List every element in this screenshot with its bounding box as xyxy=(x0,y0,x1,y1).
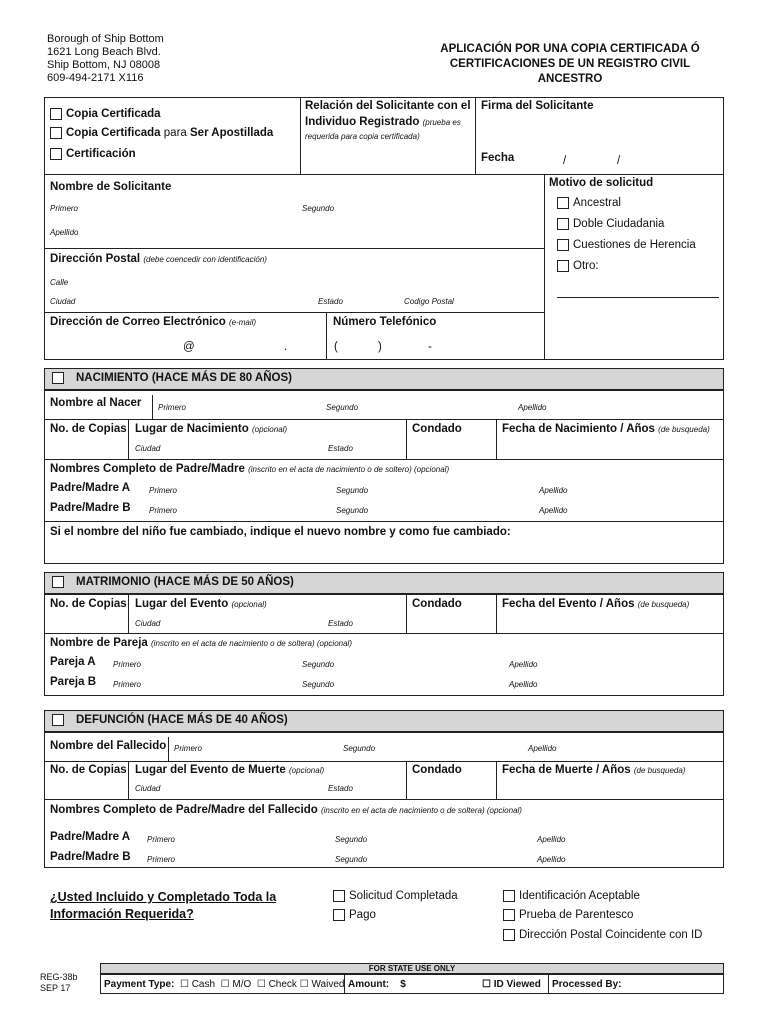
checkbox[interactable] xyxy=(52,714,64,726)
parents-label-text: Nombres Completo de Padre/Madre del Fallecido xyxy=(50,804,318,816)
date-label-text: Fecha de Muerte / Años xyxy=(502,764,631,776)
death-state-field[interactable]: Estado xyxy=(328,784,353,793)
id-viewed-checkbox[interactable]: ☐ ID Viewed xyxy=(482,979,541,990)
divider xyxy=(548,974,549,994)
checklist-item-address-match[interactable] xyxy=(503,929,702,941)
relation-label-line2 xyxy=(305,116,461,128)
divider xyxy=(406,594,407,633)
divider xyxy=(406,761,407,799)
checkbox[interactable] xyxy=(52,576,64,588)
death-date-label xyxy=(502,764,685,776)
marriage-partner-a-middle[interactable]: Segundo xyxy=(302,660,335,669)
address-line: Ship Bottom, NJ 08008 xyxy=(47,59,161,71)
death-parent-b-first[interactable]: Primero xyxy=(147,855,176,864)
death-county-label: Condado xyxy=(412,764,462,776)
option-label: M/O xyxy=(232,979,252,990)
option-label-apostille: Ser Apostillada xyxy=(190,127,274,140)
death-parent-a-middle[interactable]: Segundo xyxy=(335,835,368,844)
relation-label: Relación del Solicitante con el xyxy=(305,100,471,112)
marriage-partner-a-label: Pareja A xyxy=(50,656,96,668)
form-date-text: SEP 17 xyxy=(40,983,71,993)
option-label-connector: para xyxy=(160,127,190,140)
id-viewed-label: ID Viewed xyxy=(493,979,541,990)
date-label-text: Fecha del Evento / Años xyxy=(502,598,635,610)
option-label: Otro: xyxy=(573,260,599,273)
checkbox[interactable] xyxy=(503,929,515,941)
death-parent-b-label: Padre/Madre B xyxy=(50,851,131,863)
optional-note: (opcional) xyxy=(251,425,288,434)
section-title-text: NACIMIENTO (HACE MÁS DE 80 AÑOS) xyxy=(76,372,292,385)
birth-parent-a-label: Padre/Madre A xyxy=(50,482,131,494)
death-parent-a-first[interactable]: Primero xyxy=(147,835,176,844)
state-use-label: FOR STATE USE ONLY xyxy=(368,964,456,973)
option-label: Prueba de Parentesco xyxy=(519,909,634,922)
divider xyxy=(44,459,724,460)
parents-note: (inscrito en el acta de nacimiento o de soltero) (opcional) xyxy=(248,465,450,474)
divider xyxy=(44,419,724,420)
death-parents-label xyxy=(50,804,522,816)
death-section xyxy=(44,732,724,868)
checkbox[interactable] xyxy=(503,909,515,921)
option-label: Copia Certificada xyxy=(66,108,161,121)
zip-field[interactable]: Codigo Postal xyxy=(404,297,454,306)
parents-label-text: Nombres Completo de Padre/Madre xyxy=(50,463,245,475)
option-label: Solicitud Completada xyxy=(349,890,458,903)
reason-option-other[interactable] xyxy=(557,260,599,272)
section-title-text: MATRIMONIO (HACE MÁS DE 50 AÑOS) xyxy=(76,576,294,589)
amount-label: Amount: xyxy=(348,979,390,990)
checklist-question-line1: ¿Usted Incluido y Completado Toda la xyxy=(50,890,277,904)
pay-option-cash[interactable]: ☐ Cash xyxy=(177,979,216,990)
birth-parent-a-first[interactable]: Primero xyxy=(149,486,178,495)
checkbox[interactable] xyxy=(50,108,62,120)
option-label: Doble Ciudadania xyxy=(573,218,665,231)
amount-field[interactable] xyxy=(348,979,406,990)
divider xyxy=(44,312,544,313)
payment-type-label: Payment Type: xyxy=(104,979,175,990)
divider xyxy=(44,174,724,175)
address-line: Borough of Ship Bottom xyxy=(47,33,164,45)
reason-option-ancestral[interactable] xyxy=(557,197,621,209)
checkbox[interactable] xyxy=(503,890,515,902)
last-name-field[interactable]: Apellido xyxy=(50,228,79,237)
marriage-section-title[interactable] xyxy=(52,576,294,588)
dollar-sign: $ xyxy=(400,979,406,990)
reason-label: Motivo de solicitud xyxy=(549,177,654,189)
marriage-partner-b-middle[interactable]: Segundo xyxy=(302,680,335,689)
marriage-partner-b-label: Pareja B xyxy=(50,676,97,688)
option-label: Waived xyxy=(311,979,345,990)
checklist-question xyxy=(50,890,276,921)
birth-copies-label: No. de Copias xyxy=(50,423,127,435)
divider xyxy=(152,395,153,419)
birth-county-label: Condado xyxy=(412,423,462,435)
relation-note-line2: requerida para copia certificada) xyxy=(305,132,420,141)
option-label: Cash xyxy=(191,979,216,990)
death-first-field[interactable]: Primero xyxy=(174,744,203,753)
date-label: Fecha xyxy=(481,152,515,164)
relation-label-text: Individuo Registrado xyxy=(305,116,420,128)
option-label: Ancestral xyxy=(573,197,621,210)
death-parent-a-last[interactable]: Apellido xyxy=(537,835,566,844)
birth-parent-b-label: Padre/Madre B xyxy=(50,502,131,514)
divider xyxy=(496,761,497,799)
form-code xyxy=(40,972,78,994)
death-middle-field[interactable]: Segundo xyxy=(343,744,376,753)
divider xyxy=(326,312,327,360)
marriage-partner-a-first[interactable]: Primero xyxy=(113,660,142,669)
death-copies-label: No. de Copias xyxy=(50,764,127,776)
divider xyxy=(44,633,724,634)
divider xyxy=(128,761,129,799)
postal-address-note: (debe coencedir con identificación) xyxy=(143,255,267,264)
date-note: (de busqueda) xyxy=(637,600,690,609)
date-note: (de busqueda) xyxy=(658,425,710,434)
form-title-line1: APLICACIÓN POR UNA COPIA CERTIFICADA Ó xyxy=(440,43,700,55)
marriage-partner-b-last[interactable]: Apellido xyxy=(509,680,538,689)
birth-parent-b-last[interactable]: Apellido xyxy=(539,506,568,515)
divider xyxy=(300,97,301,174)
option-label: Check xyxy=(268,979,297,990)
address-line: 609-494-2171 X116 xyxy=(47,72,144,84)
divider xyxy=(128,594,129,633)
marriage-county-label: Condado xyxy=(412,598,462,610)
marriage-partner-label xyxy=(50,637,352,649)
copy-type-option-certification[interactable] xyxy=(50,148,136,160)
birth-middle-field[interactable]: Segundo xyxy=(326,403,359,412)
birth-date-label xyxy=(502,423,710,435)
checkbox[interactable] xyxy=(50,127,62,139)
checkbox[interactable] xyxy=(50,148,62,160)
place-label-text: Lugar del Evento xyxy=(135,598,229,610)
checkbox[interactable] xyxy=(557,218,569,230)
date-separator: / xyxy=(563,155,567,167)
death-section-title[interactable] xyxy=(52,714,288,726)
marriage-place-label xyxy=(135,598,267,610)
option-label: Certificación xyxy=(66,148,136,161)
street-field[interactable]: Calle xyxy=(50,278,69,287)
divider xyxy=(44,521,724,522)
birth-parent-b-middle[interactable]: Segundo xyxy=(336,506,369,515)
marriage-partner-a-last[interactable]: Apellido xyxy=(509,660,538,669)
address-line: 1621 Long Beach Blvd. xyxy=(47,46,161,58)
death-city-field[interactable]: Ciudad xyxy=(135,784,161,793)
form-code-text: REG-38b xyxy=(40,972,78,982)
birth-parent-a-middle[interactable]: Segundo xyxy=(336,486,369,495)
birth-state-field[interactable]: Estado xyxy=(328,444,353,453)
payment-type xyxy=(104,979,344,990)
death-parent-a-label: Padre/Madre A xyxy=(50,831,131,843)
checklist-question-line2: Información Requerida? xyxy=(50,907,194,921)
partner-label-text: Nombre de Pareja xyxy=(50,637,148,649)
optional-note: (opcional) xyxy=(289,766,325,775)
death-last-field[interactable]: Apellido xyxy=(528,744,557,753)
marriage-partner-b-first[interactable]: Primero xyxy=(113,680,142,689)
marriage-city-field[interactable]: Ciudad xyxy=(135,619,161,628)
divider xyxy=(496,419,497,459)
birth-place-label xyxy=(135,423,287,435)
relation-note: (prueba es xyxy=(422,118,461,127)
birth-name-label: Nombre al Nacer xyxy=(50,397,142,409)
form-title-line2: CERTIFICACIONES DE UN REGISTRO CIVIL ANCESTRO xyxy=(449,58,691,85)
option-label: Copia Certificada xyxy=(66,127,161,140)
parents-note: (inscrito en el acta de nacimiento o de soltera) (opcional) xyxy=(320,806,522,815)
pay-option-check[interactable]: ☐ Check xyxy=(254,979,297,990)
option-label: Dirección Postal Coincidente con ID xyxy=(519,929,703,942)
divider xyxy=(496,594,497,633)
phone-dash: - xyxy=(428,341,432,353)
date-note: (de busqueda) xyxy=(633,766,686,775)
middle-name-field[interactable]: Segundo xyxy=(302,204,335,213)
date-label-text: Fecha de Nacimiento / Años xyxy=(502,423,655,435)
section-title-text: DEFUNCIÓN (HACE MÁS DE 40 AÑOS) xyxy=(76,714,288,727)
applicant-name-label: Nombre de Solicitante xyxy=(50,181,172,193)
divider xyxy=(544,174,545,360)
checklist-item-kinship[interactable] xyxy=(503,909,633,921)
email-dot: . xyxy=(284,341,288,353)
checkbox[interactable] xyxy=(333,890,345,902)
form-title xyxy=(420,42,720,87)
birth-section-title[interactable] xyxy=(52,372,292,384)
marriage-copies-label: No. de Copias xyxy=(50,598,127,610)
checkbox[interactable] xyxy=(52,372,64,384)
reason-option-dual-citizenship[interactable] xyxy=(557,218,664,230)
option-label: Cuestiones de Herencia xyxy=(573,239,696,252)
divider xyxy=(168,737,169,761)
email-label-text: Dirección de Correo Electrónico xyxy=(50,316,226,328)
checkbox[interactable] xyxy=(557,239,569,251)
reason-option-inheritance[interactable] xyxy=(557,239,696,251)
option-label: Identificación Aceptable xyxy=(519,890,640,903)
divider xyxy=(44,799,724,800)
death-name-label: Nombre del Fallecido xyxy=(50,740,167,752)
phone-open-paren: ( xyxy=(334,341,338,353)
divider xyxy=(475,97,476,174)
city-field[interactable]: Ciudad xyxy=(50,297,76,306)
death-parent-b-last[interactable]: Apellido xyxy=(537,855,566,864)
marriage-date-label xyxy=(502,598,689,610)
checkbox[interactable] xyxy=(557,197,569,209)
postal-address-label xyxy=(50,253,267,265)
birth-parents-label xyxy=(50,463,449,475)
copy-type-option-certified[interactable] xyxy=(50,108,161,120)
phone-close-paren: ) xyxy=(378,341,382,353)
option-label: Pago xyxy=(349,909,376,922)
checklist-item-application[interactable] xyxy=(333,890,458,902)
phone-label: Número Telefónico xyxy=(333,316,437,328)
birth-first-field[interactable]: Primero xyxy=(158,403,187,412)
pay-option-mo[interactable]: ☐ M/O xyxy=(217,979,252,990)
divider xyxy=(128,419,129,459)
checklist-item-id[interactable] xyxy=(503,890,640,902)
reason-other-line[interactable] xyxy=(557,297,719,298)
signature-label: Firma del Solicitante xyxy=(481,100,594,112)
birth-last-field[interactable]: Apellido xyxy=(518,403,547,412)
copy-type-option-apostille[interactable] xyxy=(50,127,273,139)
checkbox[interactable] xyxy=(557,260,569,272)
birth-parent-b-first[interactable]: Primero xyxy=(149,506,178,515)
date-separator: / xyxy=(617,155,621,167)
death-place-label xyxy=(135,764,324,776)
place-label-text: Lugar de Nacimiento xyxy=(135,423,249,435)
death-parent-b-middle[interactable]: Segundo xyxy=(335,855,368,864)
first-name-field[interactable]: Primero xyxy=(50,204,79,213)
email-note: (e-mail) xyxy=(228,318,257,327)
email-label xyxy=(50,316,256,328)
birth-parent-a-last[interactable]: Apellido xyxy=(539,486,568,495)
birth-name-change-label: Si el nombre del niño fue cambiado, indique el nuevo nombre y como fue cambiado: xyxy=(50,526,511,538)
marriage-state-field[interactable]: Estado xyxy=(328,619,353,628)
postal-address-text: Dirección Postal xyxy=(50,253,141,265)
partner-note: (inscrito en el acta de nacimiento o de soltera) (opcional) xyxy=(151,639,352,648)
pay-option-waived[interactable]: ☐ Waived xyxy=(299,979,345,990)
divider xyxy=(406,419,407,459)
state-field[interactable]: Estado xyxy=(318,297,343,306)
birth-city-field[interactable]: Ciudad xyxy=(135,444,161,453)
optional-note: (opcional) xyxy=(231,600,267,609)
place-label-text: Lugar del Evento de Muerte xyxy=(135,764,286,776)
checkbox[interactable] xyxy=(333,909,345,921)
divider xyxy=(44,761,724,762)
processed-by-field[interactable]: Processed By: xyxy=(552,979,622,990)
divider xyxy=(44,248,544,249)
email-at-sign: @ xyxy=(183,341,195,353)
checklist-item-payment[interactable] xyxy=(333,909,376,921)
office-address xyxy=(47,33,164,85)
